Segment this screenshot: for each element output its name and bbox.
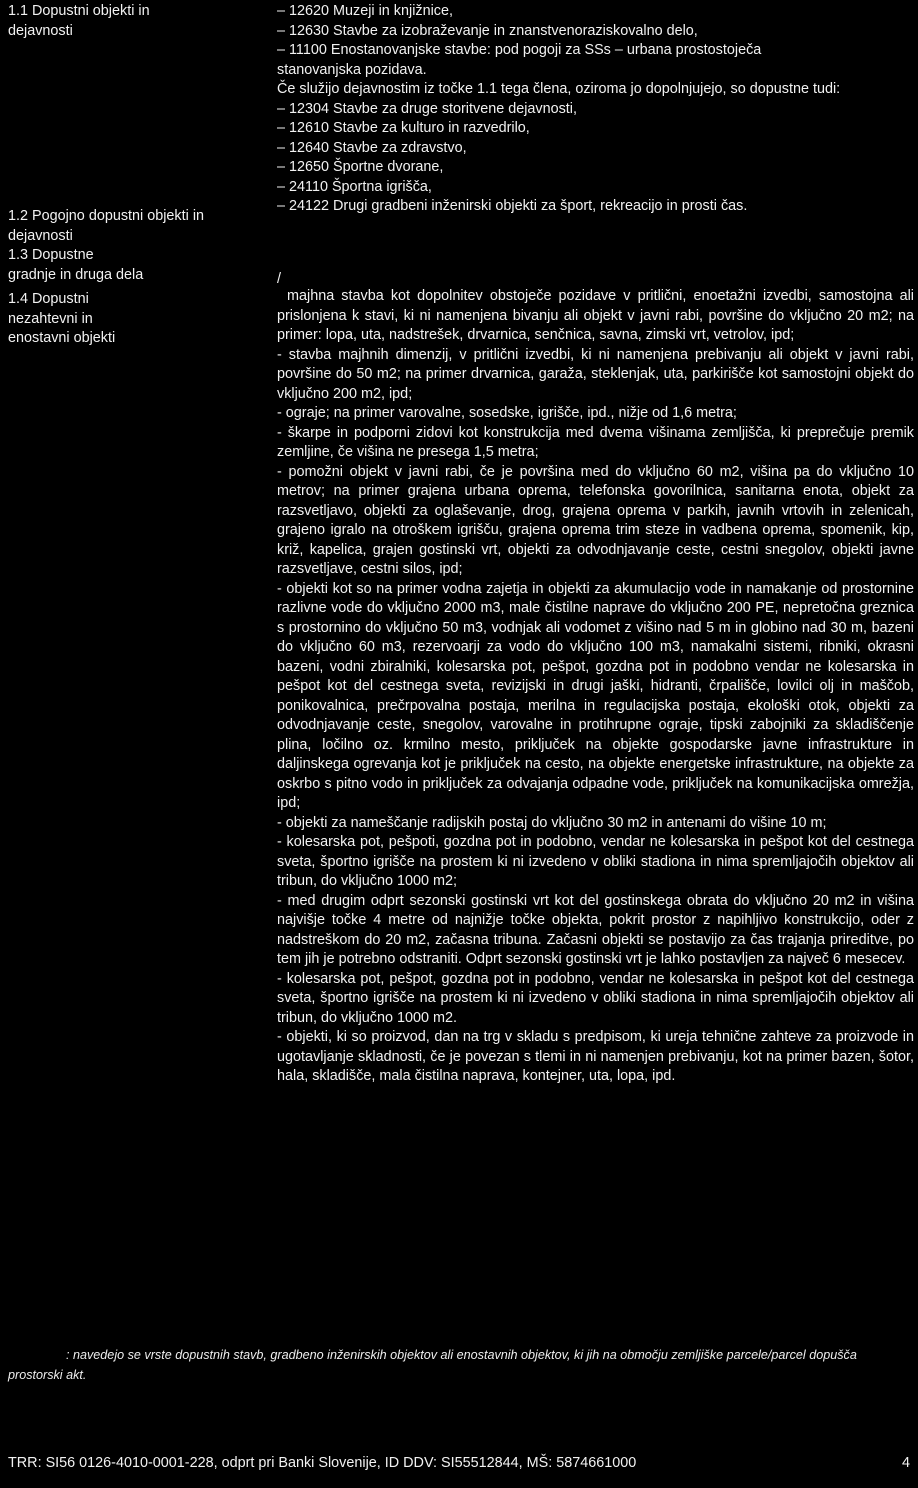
label-line: 1.3 Dopustne <box>8 247 94 263</box>
paragraph: - pomožni objekt v javni rabi, če je površina med do vključno 60 m2, višina pa do vključno 10 metrov; na primer grajena urbana oprema, telefonska govorilnica, sanitarna enota, objekt za razsvetljavo, objekti za oglaševanje, drog, grajena oprema v parkih, javnih vrtovih in zelenicah, grajeno igralo na otroškem igrišču, grajena oprema trim steze in vadbena oprema, spomenik, kip, križ, kapelica, grajen gostinski vrt, objekti za odvodnjavanje ceste, cestni snegolov, objekti javne razsvetljave, cestni silos, ipd; <box>277 463 914 577</box>
label-line: enostavni objekti <box>8 330 116 346</box>
list-item: – 24110 Športna igrišča, <box>277 178 432 195</box>
page-footer <box>8 1455 910 1471</box>
list-item: – 12630 Stavbe za izobraževanje in znanstvenoraziskovalno delo, <box>277 22 698 39</box>
page-number: 4 <box>901 1455 910 1471</box>
list-item: – 12610 Stavbe za kulturo in razvedrilo, <box>277 120 530 136</box>
label-line: nezahtevni in <box>8 310 93 327</box>
paragraph: - kolesarska pot, pešpot, gozdna pot in podobno, vendar ne kolesarska in pešpot kot del cestnega sveta, športno igrišče na prostem ki ni izvedeno v obliki stadiona in nima spremljajočih objektov ali tribun, do vključno 1000 m2. <box>277 970 914 1026</box>
paragraph: - objekti kot so na primer vodna zajetja in objekti za akumulacijo vode in namakanje od prostornine razlivne vode do vključno 2000 m3, male čistilne naprave do vključno 200 PE, nepretočna greznica s prostornino do vključno 50 m3, vodnjak ali vodomet z višino nad 5 m in globino nad 30 m, bazeni do vključno 60 m3, rezervoarji za vodo do vključno 100 m3, namakalni sistemi, ribniki, okrasni bazeni, vodni zbiralniki, kolesarska pot, pešpot, gozdna pot in podobno vendar ne kolesarska in pešpot kot del cestnega sveta, revizijski in drugi jaški, hidranti, črpališče, lovilci olj in maščob, ponikovalnica, prečrpovalna postaja, merilna in regulacijska postaja, ekološki otok, objekti za odvodnjavanje ceste, snegolov, varovalne in protihrupne ograje, tipski zabojniki za skladiščenje plina, ločilno oz. krmilno mesto, priključek na objekte gospodarske javne infrastrukture in daljinskega ogrevanja kot je priključek na cesto, na objekte energetske infrastrukture, na objekte za oskrbo s pitno vodo in priključek za odvajanja odpadne vode, priključek na komunikacijska omrežja, ipd; <box>277 580 914 811</box>
paragraph: Če služijo dejavnostim iz točke 1.1 tega člena, oziroma jo dopolnjujejo, so dopustne tudi: <box>277 81 841 97</box>
label-line: 1.4 Dopustni <box>8 291 89 307</box>
paragraph: - kolesarska pot, pešpoti, gozdna pot in podobno, vendar ne kolesarska in pešpot kot del cestnega sveta, športno igrišče na prostem ki ni izvedeno v obliki stadiona in nima spremljajočih objektov ali tribun, do vključno 1000 m2; <box>277 834 914 889</box>
list-item: – 24122 Drugi gradbeni inženirski objekti za šport, rekreacijo in prosti čas. <box>277 198 748 214</box>
paragraph: - ograje; na primer varovalne, sosedske, igrišče, ipd., nižje od 1,6 metra; <box>277 405 737 421</box>
list-item: – 11100 Enostanovanjske stavbe: pod pogoji za SSs – urbana prostostoječa <box>277 42 762 58</box>
list-item: – 12640 Stavbe za zdravstvo, <box>277 139 467 156</box>
footnote: : navedejo se vrste dopustnih stavb, gradbeno inženirskih objektov ali enostavnih objektov, ki jih na območju zemljiške parcele/parcel dopušča prostorski akt. <box>8 1348 857 1382</box>
label-line: 1.2 Pogojno dopustni objekti in <box>8 208 205 224</box>
list-item: stanovanjska pozidava. <box>277 61 427 78</box>
section-1-content <box>277 2 914 217</box>
label-line: gradnje in druga dela <box>8 266 144 283</box>
list-item: – 12304 Stavbe za druge storitvene dejavnosti, <box>277 100 578 117</box>
label-1-4 <box>8 290 264 349</box>
section-1-3-value: / <box>277 271 281 287</box>
label-1-2 <box>8 207 264 246</box>
paragraph: - škarpe in podporni zidovi kot konstrukcija med dvema višinama zemljišča, ki preprečuje premik zemljine, če višina ne presega 1,5 metra; <box>277 424 914 460</box>
section-1-4-content <box>277 287 914 1087</box>
label-line: dejavnosti <box>8 227 73 244</box>
paragraph: - med drugim odprt sezonski gostinski vrt kot del gostinskega obrata do vključno 20 m2 in višina najvišje točke 4 metre od najnižje točke objekta, pokrit prostor z napihljivo konstrukcijo, oder z nadstreškom do 20 m2, začasna tribuna. Začasni objekti se postavijo za čas trajanja prireditve, po tem jih je potrebno odstraniti. Odprt sezonski gostinski vrt je lahko postavljen za največ 6 mesecev. <box>277 892 914 967</box>
paragraph: - stavba majhnih dimenzij, v pritlični izvedbi, ki ni namenjena prebivanju ali objekt v javni rabi, površine do 50 m2; na primer drvarnica, garaža, steklenjak, uta, parkirišče kot samostojni objekt do vključno 200 m2, ipd; <box>277 346 914 402</box>
paragraph: - objekti za nameščanje radijskih postaj do vključno 30 m2 in antenami do višine 10 m; <box>277 814 827 831</box>
label-line: 1.1 Dopustni objekti in <box>8 3 150 19</box>
bank-details: TRR: SI56 0126-4010-0001-228, odprt pri Banki Slovenije, ID DDV: SI55512844, MŠ: 5874661000 <box>8 1455 637 1471</box>
label-1-1 <box>8 2 264 41</box>
list-item: – 12620 Muzeji in knjižnice, <box>277 3 453 19</box>
label-line: dejavnosti <box>8 22 73 39</box>
paragraph: majhna stavba kot dopolnitev obstoječe pozidave v pritlični, enoetažni izvedbi, samostojna ali prislonjena k stavi, ki ni namenjena bivanju ali objekt v javni rabi, površine do vključno 20 m2; na primer: lopa, uta, nadstrešek, drvarnica, senčnica, savna, zimski vrt, vetrolov, ipd; <box>277 288 914 343</box>
list-item: – 12650 Športne dvorane, <box>277 159 444 175</box>
label-1-3 <box>8 246 264 285</box>
paragraph: - objekti, ki so proizvod, dan na trg v skladu s predpisom, ki ureja tehnične zahteve za proizvode in ugotavljanje skladnosti, če je povezan s tlemi in ni namenjen prebivanju, kot na primer bazen, šotor, hala, skladišče, mala čistilna naprava, kontejner, uta, lopa, ipd. <box>277 1029 914 1084</box>
